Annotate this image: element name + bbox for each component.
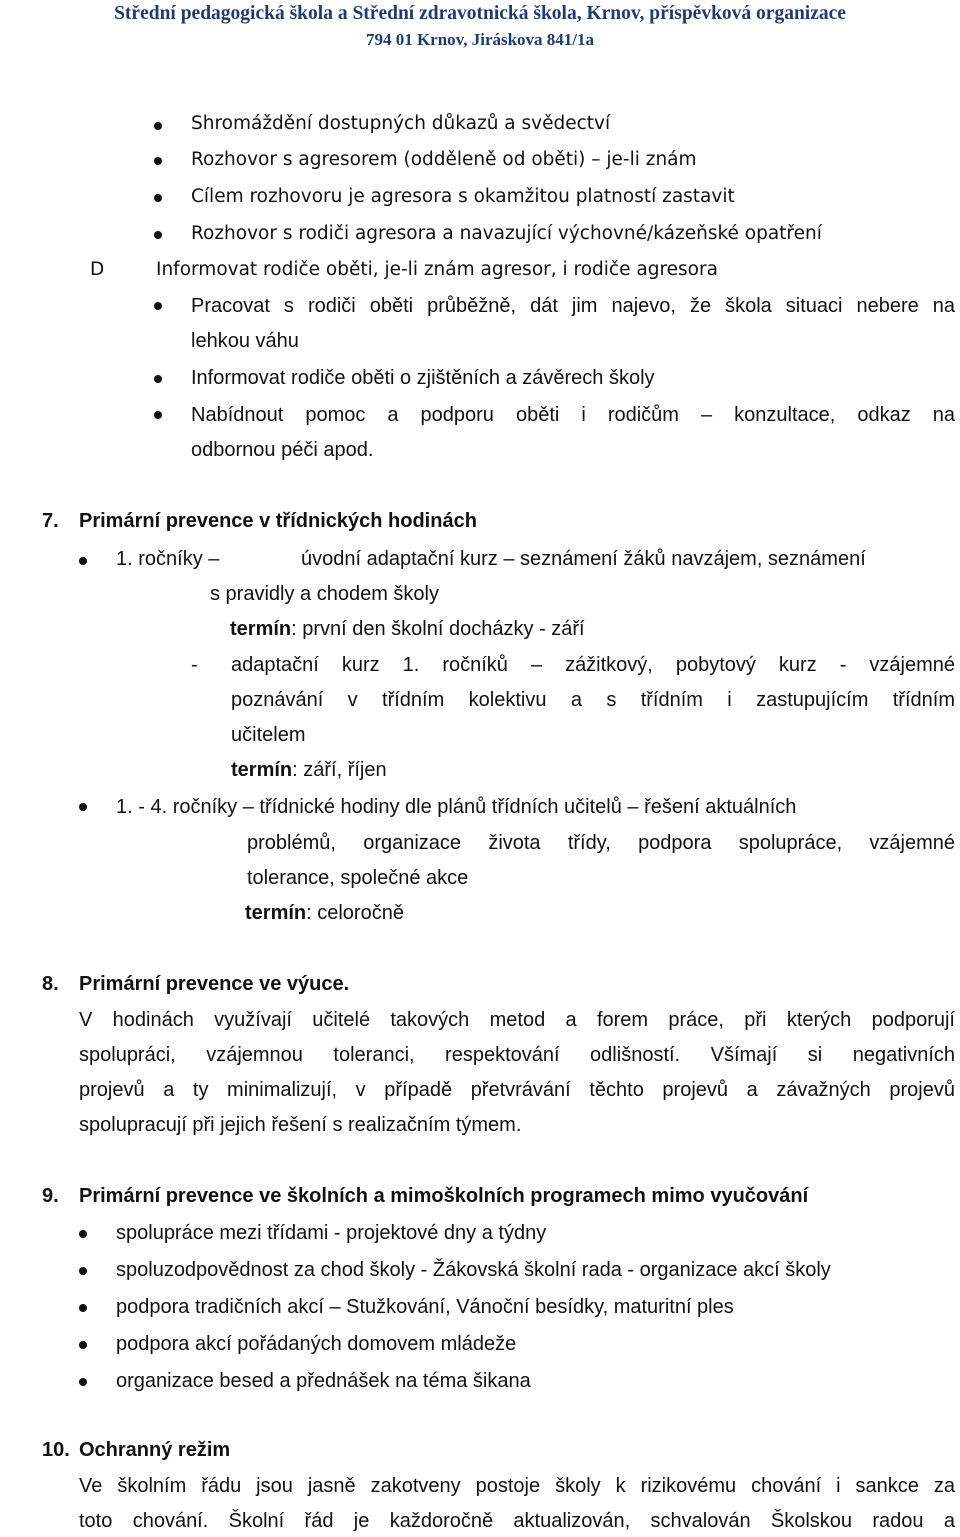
term-value: : první den školní docházky - září	[291, 618, 585, 640]
bullet-icon	[154, 194, 162, 202]
section-title: Ochranný režim	[79, 1439, 231, 1461]
term-value: : celoročně	[306, 902, 404, 924]
paragraph-line: Ve školním řádu jsou jasně zakotveny postoje školy k rizikovému chování i sankce za	[79, 1475, 955, 1497]
list-item: spolupráce mezi třídami - projektové dny a týdny	[116, 1222, 547, 1244]
section-letter: D	[90, 259, 105, 280]
dash-marker: -	[191, 654, 198, 676]
paragraph-line: toto chování. Školní řád je každoročně aktualizován, schvalován Školskou radou a	[79, 1510, 955, 1532]
list-item: úvodní adaptační kurz – seznámení žáků navzájem, seznámení	[301, 548, 866, 570]
bullet-icon	[154, 157, 162, 165]
list-item: 1. - 4. ročníky – třídnické hodiny dle plánů třídních učitelů – řešení aktuálních	[116, 796, 797, 818]
bullet-icon	[154, 411, 162, 419]
term-value: : září, říjen	[292, 759, 387, 781]
list-item: Shromáždění dostupných důkazů a svědectví	[191, 113, 611, 134]
section-title: Primární prevence ve výuce.	[79, 973, 350, 995]
section-number: 7.	[42, 510, 59, 532]
term-line	[231, 758, 387, 782]
term-label: termín	[230, 618, 292, 640]
section-d-text: Informovat rodiče oběti, je-li znám agresor, i rodiče agresora	[156, 259, 718, 280]
bullet-icon	[154, 302, 162, 310]
list-item: organizace besed a přednášek na téma šikana	[116, 1370, 531, 1392]
list-item: podpora tradičních akcí – Stužkování, Vánoční besídky, maturitní ples	[116, 1296, 734, 1318]
section-number: 10.	[42, 1439, 70, 1461]
school-name-header: Střední pedagogická škola a Střední zdravotnická škola, Krnov, příspěvková organizace	[114, 3, 846, 24]
list-item: Rozhovor s rodiči agresora a navazující výchovné/kázeňské opatření	[191, 223, 822, 244]
list-item-continuation: odbornou péči apod.	[191, 439, 374, 461]
section-number: 9.	[42, 1185, 59, 1207]
list-item-continuation: problémů, organizace života třídy, podpora spolupráce, vzájemné	[247, 832, 955, 854]
paragraph-line: V hodinách využívají učitelé takových metod a forem práce, při kterých podporují	[79, 1009, 955, 1031]
list-item-continuation: s pravidly a chodem školy	[210, 583, 439, 605]
bullet-icon	[79, 1304, 87, 1312]
bullet-icon	[79, 803, 87, 811]
term-line	[245, 901, 404, 925]
bullet-icon	[154, 231, 162, 239]
list-item: Nabídnout pomoc a podporu oběti i rodičům – konzultace, odkaz na	[191, 404, 955, 426]
bullet-icon	[154, 375, 162, 383]
list-item-label: 1. ročníky –	[116, 548, 220, 570]
term-label: termín	[231, 759, 293, 781]
section-title: Primární prevence ve školních a mimoškolních programech mimo vyučování	[79, 1185, 809, 1207]
bullet-icon	[79, 1378, 87, 1386]
bullet-icon	[79, 1341, 87, 1349]
bullet-icon	[79, 1267, 87, 1275]
list-item: Informovat rodiče oběti o zjištěních a závěrech školy	[191, 367, 655, 389]
list-item-continuation: tolerance, společné akce	[247, 867, 469, 889]
bullet-icon	[154, 122, 162, 130]
list-item-continuation: poznávání v třídním kolektivu a s třídním i zastupujícím třídním	[231, 689, 955, 711]
paragraph-line: spolupracují při jejich řešení s realizačním týmem.	[79, 1114, 522, 1136]
section-title: Primární prevence v třídnických hodinách	[79, 510, 477, 532]
list-item: adaptační kurz 1. ročníků – zážitkový, pobytový kurz - vzájemné	[231, 654, 955, 676]
list-item: Rozhovor s agresorem (odděleně od oběti) – je-li znám	[191, 149, 697, 170]
list-item: podpora akcí pořádaných domovem mládeže	[116, 1333, 517, 1355]
school-address-header: 794 01 Krnov, Jiráskova 841/1a	[365, 30, 595, 49]
bullet-icon	[79, 557, 87, 565]
list-item: Cílem rozhovoru je agresora s okamžitou platností zastavit	[191, 186, 735, 207]
term-line	[230, 617, 585, 641]
list-item: Pracovat s rodiči oběti průběžně, dát jim najevo, že škola situaci nebere na	[191, 295, 955, 317]
paragraph-line: spolupráci, vzájemnou toleranci, respektování odlišností. Všímají si negativních	[79, 1044, 955, 1066]
list-item-continuation: učitelem	[231, 724, 306, 746]
section-number: 8.	[42, 973, 59, 995]
term-label: termín	[245, 902, 307, 924]
bullet-icon	[79, 1230, 87, 1238]
paragraph-line: projevů a ty minimalizují, v případě přetvrávání těchto projevů a závažných projevů	[79, 1079, 955, 1101]
list-item: spoluzodpovědnost za chod školy - Žákovská školní rada - organizace akcí školy	[116, 1259, 831, 1281]
list-item-continuation: lehkou váhu	[191, 330, 299, 352]
